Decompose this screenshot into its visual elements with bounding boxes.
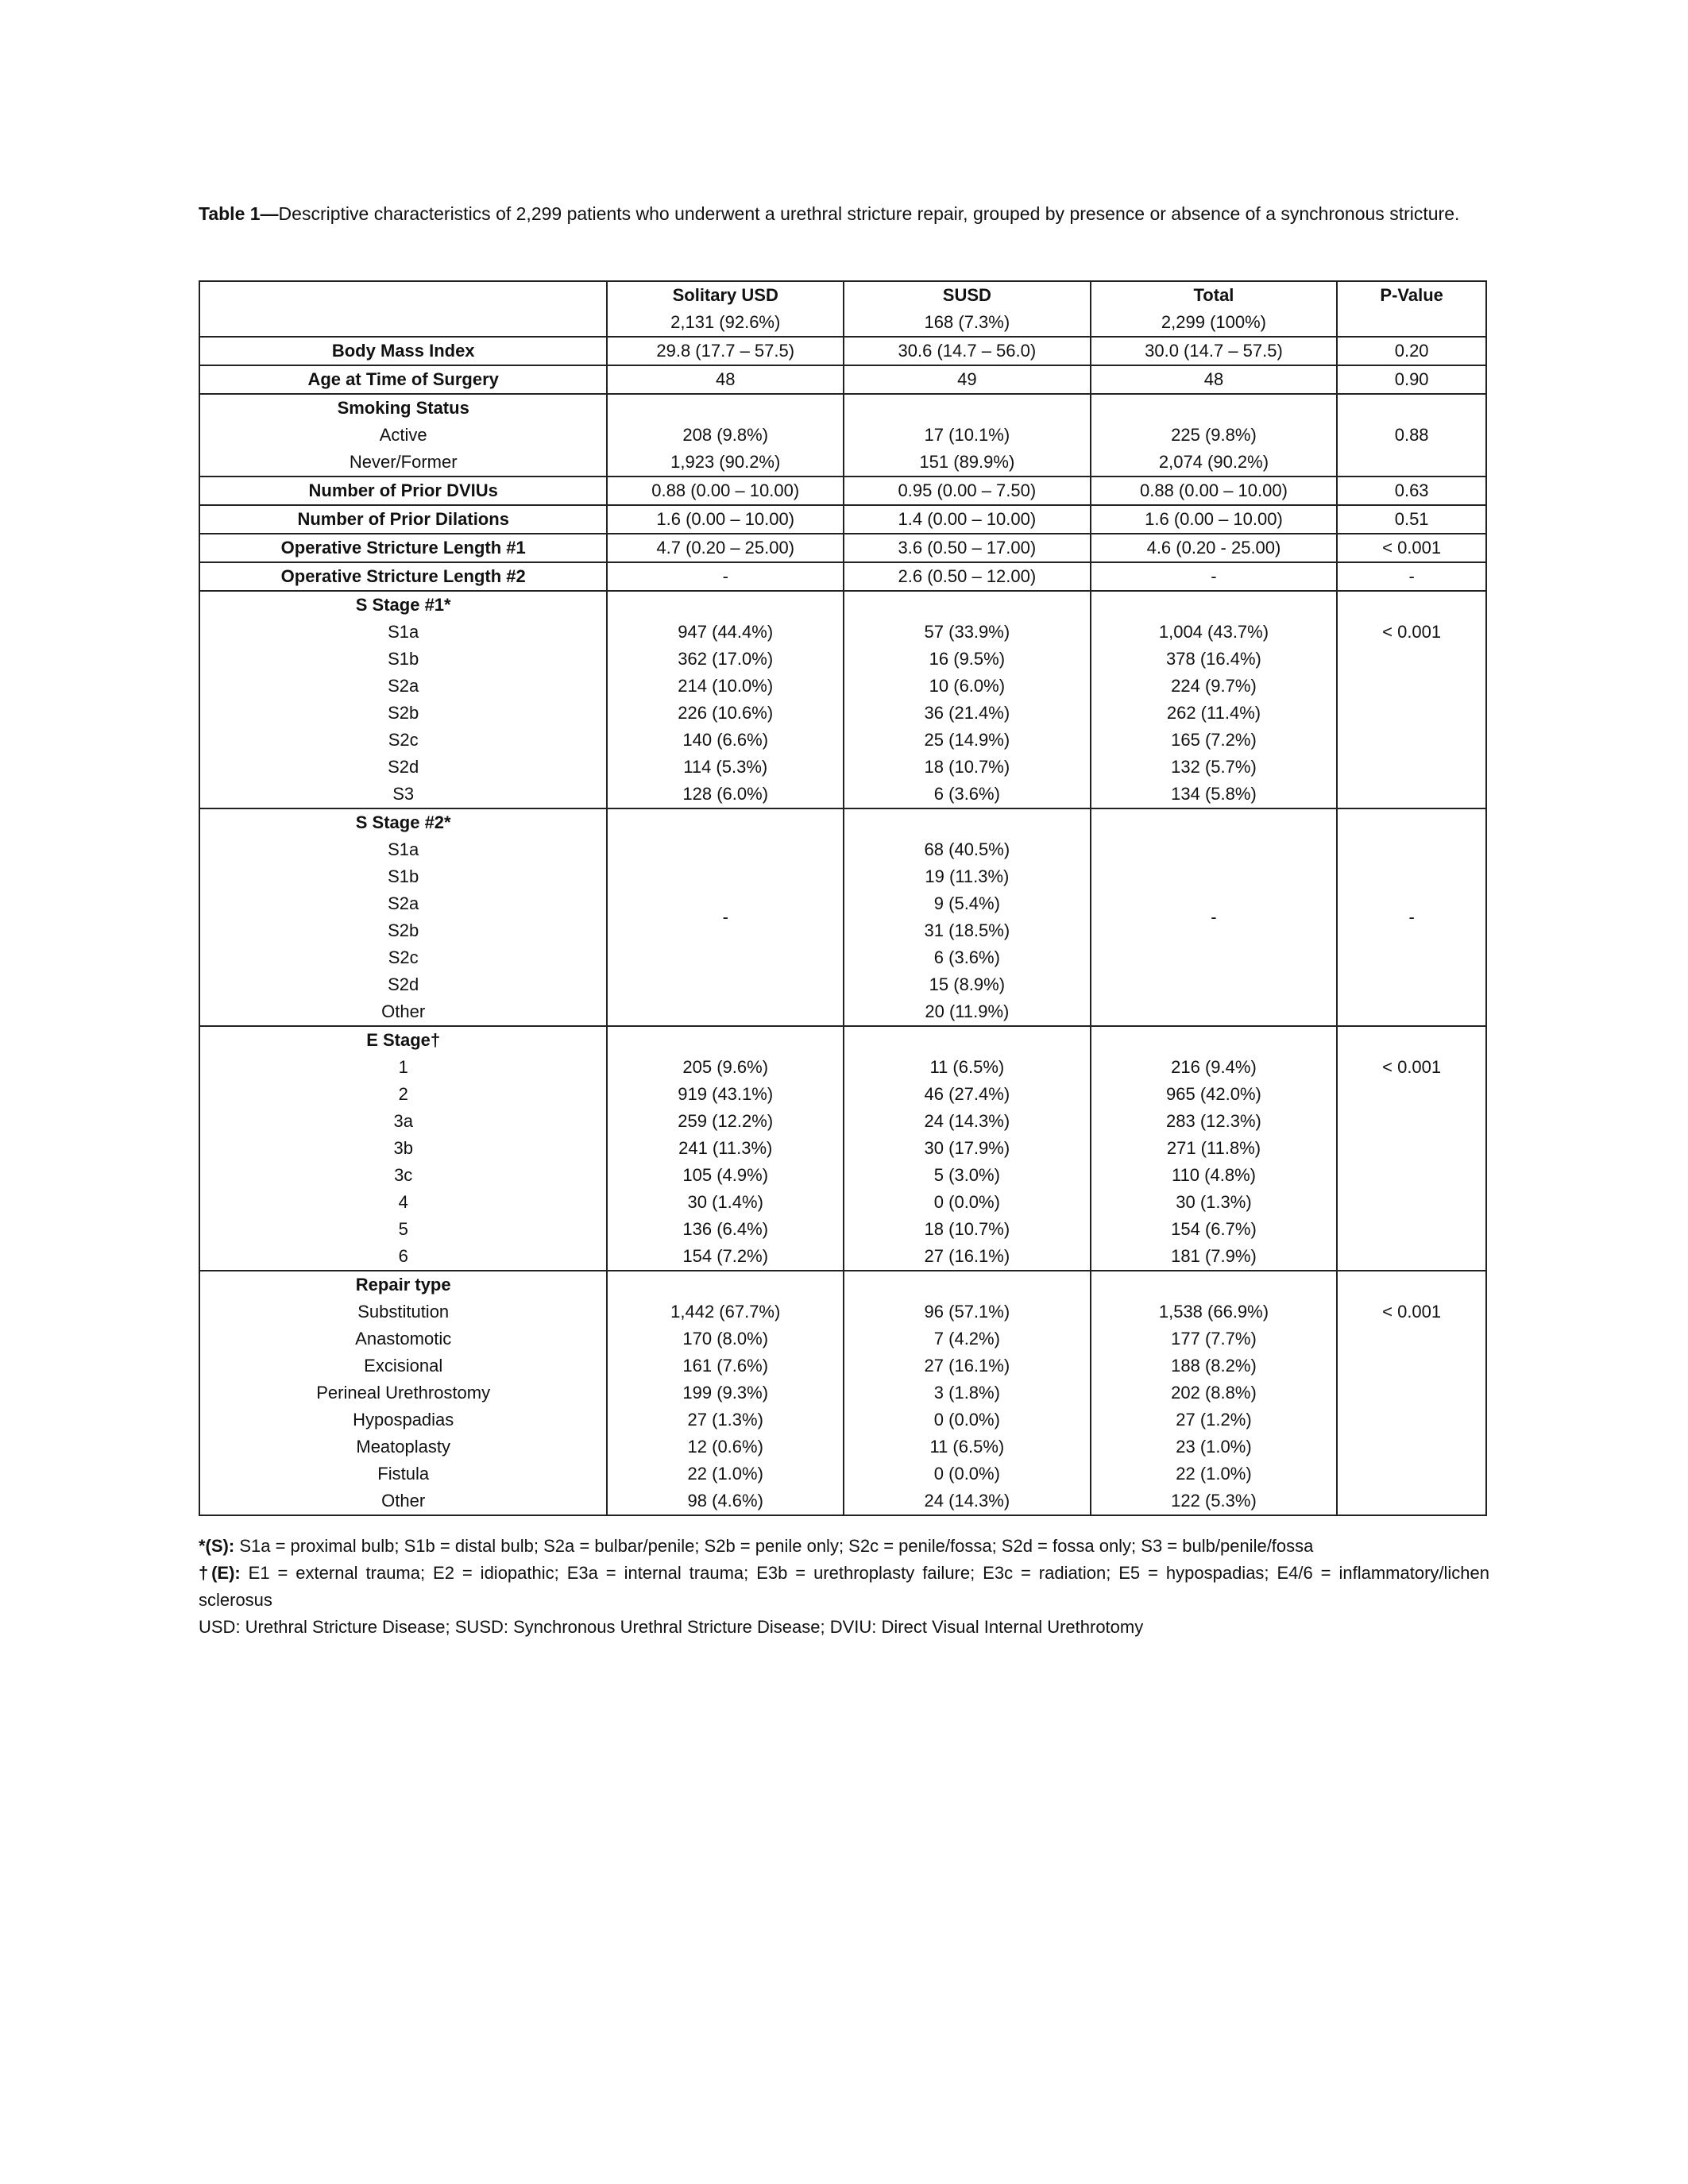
cell-line: 11 (6.5%) [929,1437,1005,1457]
row-label [199,808,607,1026]
cell-line: 17 (10.1%) [924,425,1010,445]
value-cell [844,808,1091,1026]
value-cell [607,365,844,394]
cell-line: 25 (14.9%) [924,730,1010,750]
value-cell [607,394,844,477]
value-cell [1091,562,1338,591]
cell-line: 205 (9.6%) [682,1057,769,1077]
cell-line: Fistula [377,1464,430,1484]
cell-line: 0.95 (0.00 – 7.50) [898,480,1037,500]
cell-line: 10 (6.0%) [929,676,1006,696]
value-cell [1337,562,1486,591]
table-row [199,337,1486,365]
cell-line: 30 (1.3%) [1176,1192,1252,1212]
cell-line: 0.88 [1394,425,1429,445]
value-cell [844,365,1091,394]
value-cell [844,505,1091,534]
cell-line [1338,592,1485,619]
cell-line: 165 (7.2%) [1171,730,1257,750]
cell-line: 199 (9.3%) [682,1383,769,1403]
cell-line: S2b [388,920,419,940]
cell-line: S2a [388,893,419,913]
cell-line: 1.6 (0.00 – 10.00) [1145,509,1283,529]
cell-line: 965 (42.0%) [1166,1084,1261,1104]
footnote-e-stage: †(E): E1 = external trauma; E2 = idiopathic; E3a = internal trauma; E3b = urethroplasty failure; E3c = radiation; E5 = hypospadias; E4/6 = inflammatory/lichen sclerosus [199,1563,1489,1610]
cell-line: 1,442 (67.7%) [670,1302,781,1322]
value-cell [844,562,1091,591]
value-cell [844,1026,1091,1271]
cell-line [1091,395,1337,422]
cell-line: 362 (17.0%) [678,649,774,669]
cell-line: 114 (5.3%) [683,757,768,777]
cell-line: S Stage #1* [355,595,451,615]
cell-line [608,1027,843,1054]
cell-line: 12 (0.6%) [687,1437,763,1457]
cell-line: 134 (5.8%) [1171,784,1257,804]
cell-line: 3.6 (0.50 – 17.00) [898,538,1037,558]
cell-line: < 0.001 [1382,1057,1442,1077]
cell-line: 20 (11.9%) [925,1001,1010,1021]
cell-line: 0 (0.0%) [933,1464,1000,1484]
footnote-abbreviations: USD: Urethral Stricture Disease; SUSD: Synchronous Urethral Stricture Disease; DVIU: Direct Visual Internal Urethrotomy [199,1617,1144,1637]
column-header [1337,281,1486,337]
cell-line: S2a [388,676,419,696]
cell-line: 161 (7.6%) [682,1356,769,1376]
cell-line: 188 (8.2%) [1171,1356,1257,1376]
cell-line: 378 (16.4%) [1166,649,1261,669]
cell-line [844,592,1090,619]
value-cell [1091,1271,1338,1515]
cell-line: 154 (7.2%) [682,1246,769,1266]
cell-line: 29.8 (17.7 – 57.5) [656,341,795,361]
cell-line: Meatoplasty [356,1437,450,1457]
cell-line: 132 (5.7%) [1171,757,1257,777]
value-cell [607,505,844,534]
cell-line: S1a [388,622,419,642]
cell-line: 30.6 (14.7 – 56.0) [898,341,1037,361]
table-row [199,1026,1486,1271]
cell-line: SUSD [942,285,991,305]
cell-line [608,592,843,619]
value-cell [844,591,1091,808]
column-header [844,281,1091,337]
cell-line: Substitution [357,1302,450,1322]
value-cell [1337,394,1486,477]
cell-line: 225 (9.8%) [1171,425,1257,445]
table-row [199,505,1486,534]
cell-line: 6 (3.6%) [933,947,1000,967]
table-caption [199,200,1489,227]
cell-line [1338,1027,1485,1054]
cell-line: 24 (14.3%) [924,1491,1010,1511]
table-row [199,394,1486,477]
cell-line: S2b [388,703,419,723]
value-cell [607,337,844,365]
cell-line: 3b [393,1138,413,1158]
table-row [199,591,1486,808]
value-cell [607,1271,844,1515]
cell-line: 140 (6.6%) [682,730,769,750]
value-cell [844,337,1091,365]
cell-line: 27 (1.3%) [687,1410,763,1430]
cell-line: 271 (11.8%) [1166,1138,1261,1158]
cell-line: - [722,566,728,586]
cell-line [1091,592,1337,619]
cell-line: Excisional [364,1356,443,1376]
cell-line [1091,1271,1337,1298]
row-label [199,1271,607,1515]
cell-line: 224 (9.7%) [1171,676,1257,696]
cell-line: 168 (7.3%) [924,312,1010,332]
cell-line: Smoking Status [337,398,469,418]
cell-line: 259 (12.2%) [678,1111,774,1131]
cell-line [608,395,843,422]
cell-line: 154 (6.7%) [1171,1219,1257,1239]
cell-line: 3 (1.8%) [933,1383,1000,1403]
table-footnotes [199,1533,1489,1641]
cell-line: 947 (44.4%) [678,622,774,642]
cell-line: Hypospadias [353,1410,454,1430]
cell-line: E Stage† [366,1030,441,1050]
cell-line: 18 (10.7%) [924,1219,1010,1239]
table-row [199,1271,1486,1515]
value-cell [1337,337,1486,365]
value-cell [1091,534,1338,562]
column-header [607,281,844,337]
value-cell [1337,477,1486,505]
cell-line: S2d [388,757,419,777]
value-cell [607,534,844,562]
cell-line: P-Value [1380,285,1443,305]
cell-line: 48 [1203,369,1224,389]
cell-line: Anastomotic [355,1329,452,1349]
cell-line: 0.88 (0.00 – 10.00) [1140,480,1288,500]
cell-line: Other [381,1001,426,1021]
cell-line: 1,538 (66.9%) [1158,1302,1269,1322]
cell-line: Other [381,1491,426,1511]
cell-line: 1,923 (90.2%) [670,452,781,472]
cell-line: 128 (6.0%) [682,784,769,804]
value-cell [1091,505,1338,534]
cell-line: S2c [388,947,419,967]
cell-line: 3c [394,1165,413,1185]
cell-line [844,809,1090,836]
value-cell [1091,337,1338,365]
cell-line: 919 (43.1%) [678,1084,774,1104]
cell-line: 2 [398,1084,408,1104]
cell-line [844,1027,1090,1054]
value-cell [1337,808,1486,1026]
cell-line: 57 (33.9%) [924,622,1010,642]
cell-line: 11 (6.5%) [929,1057,1005,1077]
cell-line: 48 [715,369,736,389]
cell-line: 7 (4.2%) [933,1329,1000,1349]
cell-line: 19 (11.3%) [925,866,1010,886]
value-cell [1091,591,1338,808]
cell-line: Age at Time of Surgery [307,369,499,389]
cell-line: 226 (10.6%) [678,703,774,723]
cell-line: 15 (8.9%) [929,974,1006,994]
cell-line: 16 (9.5%) [929,649,1006,669]
column-header [1091,281,1338,337]
cell-line: - [1211,566,1217,586]
row-label [199,1026,607,1271]
cell-line: 2,131 (92.6%) [670,312,781,332]
cell-line: S Stage #2* [355,812,451,832]
cell-line: 36 (21.4%) [924,703,1010,723]
value-cell [1337,534,1486,562]
cell-line: Perineal Urethrostomy [316,1383,491,1403]
cell-line: S2c [388,730,419,750]
cell-line: 6 (3.6%) [933,784,1000,804]
cell-line: - [1211,907,1217,927]
cell-line: S2d [388,974,419,994]
value-cell [1091,365,1338,394]
cell-line: 2.6 (0.50 – 12.00) [898,566,1037,586]
table-row [199,562,1486,591]
cell-line: 241 (11.3%) [678,1138,773,1158]
cell-line: 202 (8.8%) [1171,1383,1257,1403]
cell-line: 1.4 (0.00 – 10.00) [898,509,1037,529]
cell-line: 1 [398,1057,408,1077]
value-cell [844,1271,1091,1515]
cell-line: 22 (1.0%) [1176,1464,1252,1484]
row-label [199,337,607,365]
value-cell [1337,505,1486,534]
value-cell [1091,808,1338,1026]
cell-line: Operative Stricture Length #1 [280,538,526,558]
value-cell [607,808,844,1026]
cell-line: 30 (17.9%) [924,1138,1010,1158]
value-cell [607,562,844,591]
cell-line: 49 [957,369,977,389]
table-row [199,808,1486,1026]
cell-line: 110 (4.8%) [1171,1165,1256,1185]
table-row [199,365,1486,394]
cell-line: 4 [398,1192,408,1212]
cell-line: S1a [388,839,419,859]
cell-line: 3a [393,1111,413,1131]
table-row [199,534,1486,562]
cell-line: 6 [398,1246,408,1266]
cell-line: Operative Stricture Length #2 [280,566,526,586]
cell-line: Repair type [355,1275,451,1295]
row-label [199,365,607,394]
cell-line: 24 (14.3%) [924,1111,1010,1131]
cell-line: 170 (8.0%) [682,1329,769,1349]
caption-label: Table 1— [199,203,279,224]
cell-line: 0 (0.0%) [933,1192,1000,1212]
value-cell [607,591,844,808]
cell-line: 214 (10.0%) [678,676,774,696]
cell-line [1338,395,1485,422]
cell-line: 98 (4.6%) [687,1491,763,1511]
cell-line: 216 (9.4%) [1171,1057,1257,1077]
cell-line: 23 (1.0%) [1176,1437,1252,1457]
table-row [199,477,1486,505]
cell-line [844,395,1090,422]
cell-line: 177 (7.7%) [1171,1329,1257,1349]
cell-line: - [1408,566,1415,586]
value-cell [1091,394,1338,477]
value-cell [607,1026,844,1271]
row-label [199,505,607,534]
cell-line: 30.0 (14.7 – 57.5) [1145,341,1283,361]
cell-line: 27 (16.1%) [924,1356,1010,1376]
cell-line: 2,074 (90.2%) [1158,452,1269,472]
cell-line: 5 [398,1219,408,1239]
cell-line: 0.90 [1394,369,1429,389]
cell-line: 283 (12.3%) [1166,1111,1261,1131]
cell-line: 122 (5.3%) [1171,1491,1257,1511]
cell-line [1338,309,1485,336]
cell-line: 2,299 (100%) [1161,312,1267,332]
cell-line: - [722,907,728,927]
value-cell [1337,365,1486,394]
cell-line: Total [1193,285,1234,305]
cell-line: 0.51 [1394,509,1429,529]
caption-text: Descriptive characteristics of 2,299 patients who underwent a urethral stricture repair, grouped by presence or absence of a synchronous stricture. [278,203,1460,224]
cell-line: 4.6 (0.20 - 25.00) [1146,538,1281,558]
cell-line: 151 (89.9%) [919,452,1015,472]
value-cell [1091,477,1338,505]
cell-line: Solitary USD [672,285,778,305]
cell-line [608,1271,843,1298]
descriptive-table [199,280,1487,1516]
cell-line: 0 (0.0%) [933,1410,1000,1430]
value-cell [844,477,1091,505]
cell-line: S1b [388,866,419,886]
cell-line: Number of Prior Dilations [297,509,509,529]
cell-line: 136 (6.4%) [682,1219,769,1239]
cell-line: 1,004 (43.7%) [1158,622,1269,642]
header-empty-cell [199,281,607,337]
value-cell [607,477,844,505]
cell-line: 9 (5.4%) [933,893,1000,913]
cell-line: < 0.001 [1382,538,1442,558]
cell-line: 262 (11.4%) [1166,703,1261,723]
cell-line: 68 (40.5%) [924,839,1010,859]
row-label [199,591,607,808]
cell-line: 181 (7.9%) [1171,1246,1257,1266]
cell-line: Active [379,425,427,445]
cell-line: 5 (3.0%) [933,1165,1000,1185]
cell-line: 27 (1.2%) [1176,1410,1252,1430]
value-cell [844,394,1091,477]
cell-line: - [1408,907,1415,927]
cell-line: S3 [392,784,415,804]
cell-line: 208 (9.8%) [682,425,769,445]
cell-line [1338,1271,1485,1298]
row-label [199,562,607,591]
cell-line: 46 (27.4%) [924,1084,1010,1104]
cell-line: Number of Prior DVIUs [308,480,498,500]
cell-line: 0.88 (0.00 – 10.00) [651,480,800,500]
cell-line: 1.6 (0.00 – 10.00) [656,509,795,529]
cell-line: 0.63 [1394,480,1429,500]
cell-line: 30 (1.4%) [687,1192,763,1212]
value-cell [1337,1271,1486,1515]
value-cell [844,534,1091,562]
footnote-s-stage: *(S): S1a = proximal bulb; S1b = distal bulb; S2a = bulbar/penile; S2b = penile only; S2c = penile/fossa; S2d = fossa only; S3 = bulb/penile/fossa [199,1536,1314,1556]
cell-line: 31 (18.5%) [924,920,1010,940]
cell-line [844,1271,1090,1298]
cell-line: 105 (4.9%) [682,1165,769,1185]
value-cell [1337,1026,1486,1271]
row-label [199,534,607,562]
cell-line: < 0.001 [1382,1302,1442,1322]
cell-line: < 0.001 [1382,622,1442,642]
cell-line: 0.20 [1394,341,1429,361]
row-label [199,394,607,477]
cell-line: 4.7 (0.20 – 25.00) [656,538,795,558]
cell-line: S1b [388,649,419,669]
value-cell [1337,591,1486,808]
value-cell [1091,1026,1338,1271]
cell-line: Body Mass Index [331,341,475,361]
row-label [199,477,607,505]
cell-line: 27 (16.1%) [924,1246,1010,1266]
cell-line: 22 (1.0%) [687,1464,763,1484]
cell-line: 96 (57.1%) [924,1302,1010,1322]
cell-line [1091,1027,1337,1054]
cell-line: 18 (10.7%) [924,757,1010,777]
cell-line: Never/Former [349,452,458,472]
header-row [199,281,1486,337]
